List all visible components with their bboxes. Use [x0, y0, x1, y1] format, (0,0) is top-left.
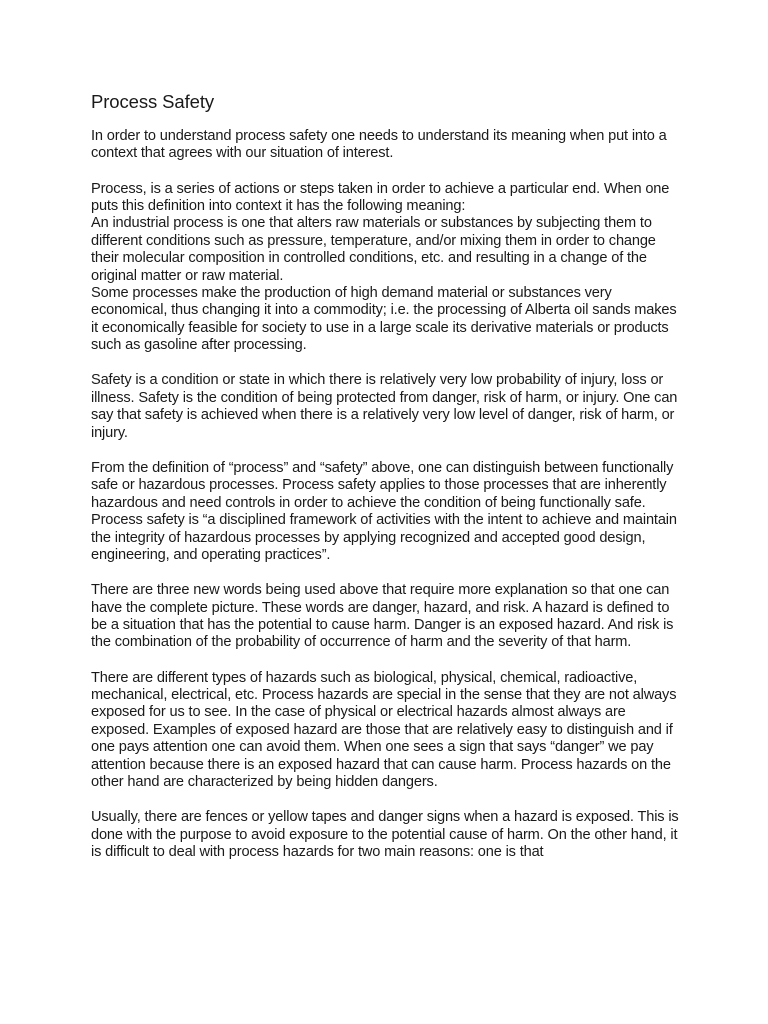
paragraph-text: Safety is a condition or state in which there is relatively very low probability of injury, loss or illness. Safety is the condition of being protected from danger, risk of harm, or injury. One can say that safety is achieved when there is a relatively very low level of danger, risk of harm, or injury. — [91, 372, 678, 441]
paragraph-hazard-types — [91, 670, 681, 792]
paragraph-danger-hazard-risk — [91, 582, 681, 652]
paragraph-text: There are different types of hazards such as biological, physical, chemical, radioactive, mechanical, electrical, etc. Process hazards are special in the sense that they are not always exposed for us to see. In the case of physical or electrical hazards almost always are exposed. Examples of exposed hazard are those that are relatively easy to distinguish and if one pays attention one can avoid them. When one sees a sign that says “danger” we pay attention because there is an exposed hazard that can cause harm. Process hazards on the other hand are characterized by being hidden dangers. — [91, 669, 677, 790]
document-title: Process Safety — [91, 91, 215, 112]
paragraph-text: Usually, there are fences or yellow tapes and danger signs when a hazard is exposed. This is done with the purpose to avoid exposure to the potential cause of harm. On the other hand, it is difficult to deal with process hazards for two main reasons: one is that — [91, 809, 679, 860]
paragraph-exposed-hazards — [91, 809, 681, 861]
paragraph-text: Process safety is “a disciplined framework of activities with the intent to achieve and maintain the integrity of hazardous processes by applying recognized and accepted good design, engineering, and operating practices”. — [91, 512, 677, 563]
paragraph-text: An industrial process is one that alters raw materials or substances by subjecting them to different conditions such as pressure, temperature, and/or mixing them in order to change their molecular composition in controlled conditions, etc. and resulting in a change of the original matter or raw material. — [91, 215, 656, 284]
paragraph-text: From the definition of “process” and “safety” above, one can distinguish between functionally safe or hazardous processes. Process safety applies to those processes that are inherently hazardous and need controls in order to achieve the condition of being functionally safe. — [91, 459, 674, 511]
paragraph-process-safety — [91, 460, 681, 564]
paragraph-text: There are three new words being used above that require more explanation so that one can have the complete picture. These words are danger, hazard, and risk. A hazard is defined to be a situation that has the potential to cause harm. Danger is an exposed hazard. And risk is the combination of the probability of occurrence of harm and the severity of that harm. — [91, 582, 674, 651]
paragraph-process — [91, 181, 681, 355]
paragraph-text: Some processes make the production of high demand material or substances very economical, thus changing it into a commodity; i.e. the processing of Alberta oil sands makes it economically feasible for society to use in a large scale its derivative materials or products such as gasoline after processing. — [91, 285, 677, 354]
paragraph-text: Process, is a series of actions or steps taken in order to achieve a particular end. When one puts this definition into context it has the following meaning: — [91, 180, 670, 215]
paragraph-text: In order to understand process safety one needs to understand its meaning when put into a context that agrees with our situation of interest. — [91, 128, 667, 162]
paragraph-intro — [91, 128, 681, 163]
document-page — [91, 90, 681, 879]
paragraph-safety — [91, 372, 681, 442]
